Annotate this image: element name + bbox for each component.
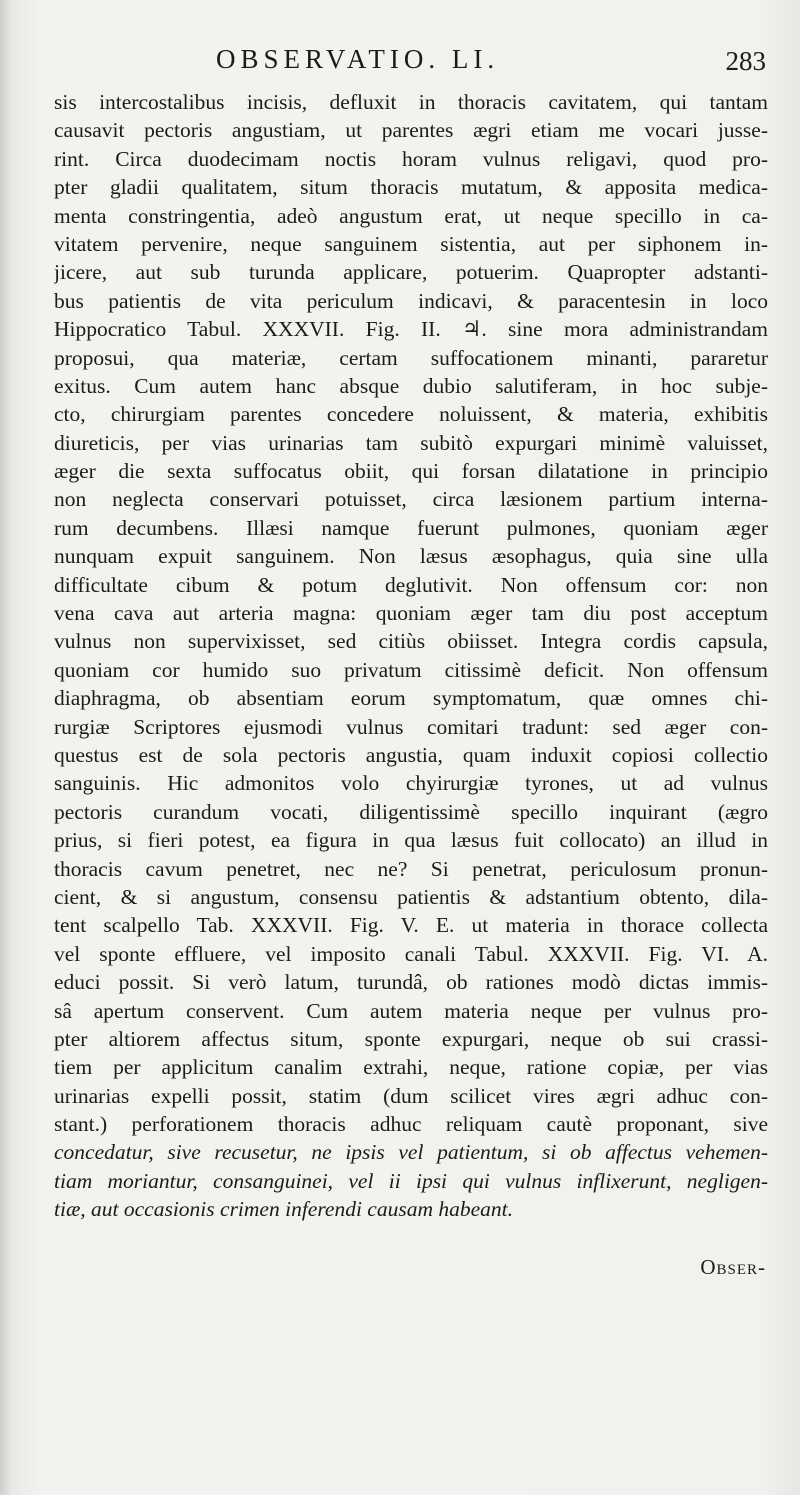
- text-line: vena cava aut arteria magna: quoniam æger tam diu post acceptum: [54, 601, 768, 626]
- text-line: cto, chirurgiam parentes concedere noluissent, & materia, exhibitis: [54, 402, 768, 427]
- text-line: tiam moriantur, consanguinei, vel ii ipsi qui vulnus inflixerunt, negligen-: [54, 1168, 768, 1193]
- text-line: vitatem pervenire, neque sanguinem sistentia, aut per siphonem in-: [54, 231, 768, 256]
- text-line: diaphragma, ob absentiam eorum symptomatum, quæ omnes chi-: [54, 686, 768, 711]
- text-line: nunquam expuit sanguinem. Non læsus æsophagus, quia sine ulla: [54, 544, 768, 569]
- text-line: Hippocratico Tabul. XXXVII. Fig. II. ♃. sine mora administrandam: [54, 317, 768, 342]
- text-line: vel sponte effluere, vel imposito canali Tabul. XXXVII. Fig. VI. A.: [54, 941, 768, 966]
- text-line: tent scalpello Tab. XXXVII. Fig. V. E. ut materia in thorace collecta: [54, 913, 768, 938]
- text-line: rum decumbens. Illæsi namque fuerunt pulmones, quoniam æger: [54, 515, 768, 540]
- text-line: prius, si fieri potest, ea figura in qua læsus fuit collocato) an illud in: [54, 828, 768, 853]
- text-line: thoracis cavum penetret, nec ne? Si penetrat, periculosum pronun-: [54, 856, 768, 881]
- text-line: stant.) perforationem thoracis adhuc reliquam cautè proponant, sive: [54, 1112, 768, 1137]
- text-line: tiem per applicitum canalim extrahi, neque, ratione copiæ, per vias: [54, 1055, 768, 1080]
- body-text: [54, 88, 768, 1224]
- text-line: pectoris curandum vocati, diligentissimè specillo inquirant (ægro: [54, 799, 768, 824]
- catchword: Obser-: [700, 1255, 766, 1279]
- text-line: tiæ, aut occasionis crimen inferendi causam habeant.: [54, 1197, 514, 1222]
- text-line: rurgiæ Scriptores ejusmodi vulnus comitari tradunt: sed æger con-: [54, 714, 768, 739]
- text-line: sâ apertum conservent. Cum autem materia neque per vulnus pro-: [54, 998, 768, 1023]
- text-line: urinarias expelli possit, statim (dum scilicet vires ægri adhuc con-: [54, 1083, 768, 1108]
- text-line: concedatur, sive recusetur, ne ipsis vel patientum, si ob affectus vehemen-: [54, 1140, 768, 1165]
- text-line: proposui, qua materiæ, certam suffocationem minanti, pararetur: [54, 345, 768, 370]
- text-line: sis intercostalibus incisis, defluxit in thoracis cavitatem, qui tantam: [54, 90, 768, 114]
- text-line: educi possit. Si verò latum, turundâ, ob rationes modò dictas immis-: [54, 970, 768, 995]
- text-line: jicere, aut sub turunda applicare, potuerim. Quapropter adstanti-: [54, 260, 768, 285]
- text-line: vulnus non supervixisset, sed citiùs obiisset. Integra cordis capsula,: [54, 629, 768, 654]
- text-line: pter altiorem affectus situm, sponte expurgari, neque ob sui crassi-: [54, 1026, 768, 1051]
- text-line: difficultate cibum & potum deglutivit. Non offensum cor: non: [54, 572, 768, 597]
- text-line: sanguinis. Hic admonitos volo chyirurgiæ tyrones, ut ad vulnus: [54, 771, 768, 796]
- text-line: non neglecta conservari potuisset, circa læsionem partium interna-: [54, 487, 768, 512]
- text-line: quoniam cor humido suo privatum citissimè deficit. Non offensum: [54, 657, 768, 682]
- page-gutter-shadow: [0, 0, 12, 1495]
- page-number: 283: [725, 46, 766, 76]
- text-line: bus patientis de vita periculum indicavi, & paracentesin in loco: [54, 288, 768, 313]
- text-line: cient, & si angustum, consensu patientis & adstantium obtento, dila-: [54, 884, 768, 909]
- text-line: pter gladii qualitatem, situm thoracis mutatum, & apposita medica-: [54, 175, 768, 200]
- text-line: exitus. Cum autem hanc absque dubio salutiferam, in hoc subje-: [54, 373, 768, 398]
- running-head: OBSERVATIO. LI.: [216, 44, 500, 74]
- text-line: rint. Circa duodecimam noctis horam vulnus religavi, quod pro-: [54, 146, 768, 171]
- text-line: diureticis, per vias urinarias tam subitò expurgari minimè valuisset,: [54, 430, 768, 455]
- text-line: menta constringentia, adeò angustum erat, ut neque specillo in ca-: [54, 203, 768, 228]
- text-line: æger die sexta suffocatus obiit, qui forsan dilatatione in principio: [54, 459, 768, 484]
- text-line: causavit pectoris angustiam, ut parentes ægri etiam me vocari jusse-: [54, 118, 768, 143]
- text-line: questus est de sola pectoris angustia, quam induxit copiosi collectio: [54, 742, 768, 767]
